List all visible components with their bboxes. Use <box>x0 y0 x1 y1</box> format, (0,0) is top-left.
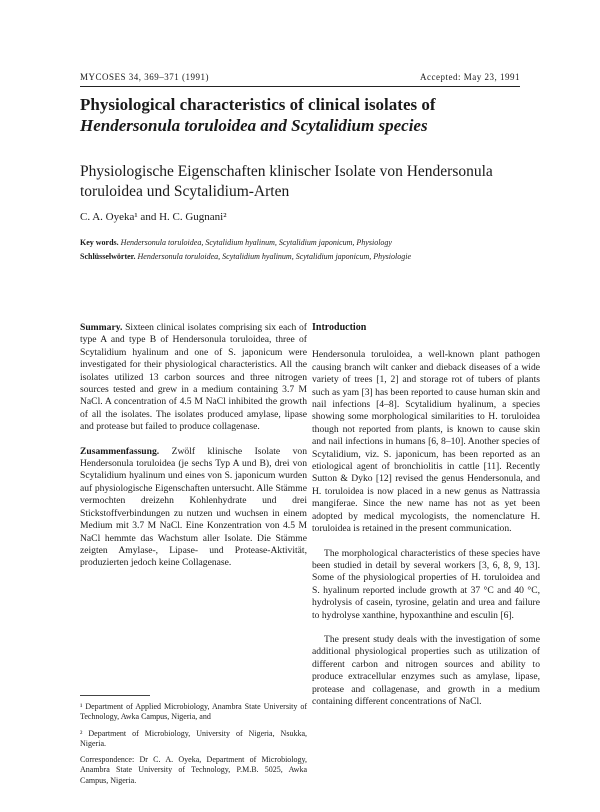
keywords-de-text: Hendersonula toruloidea, Scytalidium hyalinum, Scytalidium japonicum, Physiologie <box>137 252 411 261</box>
keywords-de-label: Schlüsselwörter. <box>80 252 136 261</box>
zusammenfassung-paragraph <box>80 446 307 570</box>
footnote-rule <box>80 695 150 696</box>
keywords-de <box>80 250 540 264</box>
left-column <box>80 322 307 582</box>
introduction-paragraph-3: The present study deals with the investigation of some additional physiological properties such as utilization of different carbon and nitrogen sources and ability to produce extracellular enzymes such as amylase, lipase, protease and collagenase, and growth in a medium containing different concentrations of NaCl. <box>312 633 540 707</box>
footnotes <box>80 702 307 792</box>
article-title-english <box>80 94 540 136</box>
affiliation-2: ² Department of Microbiology, University of Nigeria, Nsukka, Nigeria. <box>80 728 307 748</box>
summary-paragraph <box>80 322 307 434</box>
zusammenfassung-text: Zwölf klinische Isolate von Hendersonula toruloidea (je sechs Typ A und B), drei von Scytalidium hyalinum und eines von S. japonicum wurden auf physiologische Eigenschaften untersucht. Alle Stämme vermochten dreizehn Kohlenhydrate und drei Stickstoffverbindungen zu nutzen und wuchsen in einem Medium mit 3.7 M NaCl. Eine Konzentration von 4.5 M NaCl hemmte das Wachstum aller Isolate. Die Stämme zeigten Amylase-, Lipase- und Protease-Aktivität, produzierten jedoch keine Collagenase. <box>80 445 307 569</box>
introduction-paragraph-1: Hendersonula toruloidea, a well-known plant pathogen causing branch wilt canker and dieback diseases of a wide variety of trees [1, 2] and storage rot of tubers of plants such as yam [3] has been reported to cause human skin and nail infections [4–8]. Scytalidium hyalinum, a species showing some morphological similarities to H. toruloidea though not reported from plants, is known to cause skin and nail infections in humans [6, 8–10]. Another species of Scytalidium, viz. S. japonicum, has been reported as an etiological agent of bronchiolitis in cattle [11]. Recently Sutton & Dyko [12] revised the genus Hendersonula, and H. toruloidea is now placed in a new genus as Nattrassia mangiferae. Since the new name has not as yet been adopted by medical mycologists, the nomenclature H. toruloidea is retained in the present communication. <box>312 349 540 535</box>
correspondence: Correspondence: Dr C. A. Oyeka, Department of Microbiology, Anambra State University of Technology, P.M.B. 5025, Awka Campus, Nigeria. <box>80 755 307 785</box>
title-en-line-1: Physiological characteristics of clinical isolates of <box>80 95 436 114</box>
keywords-block <box>80 236 540 264</box>
title-de-line-1: Physiologische Eigenschaften klinischer Isolate von Hendersonula <box>80 163 493 180</box>
keywords-en-text: Hendersonula toruloidea, Scytalidium hyalinum, Scytalidium japonicum, Physiology <box>120 238 392 247</box>
authors: C. A. Oyeka¹ and H. C. Gugnani² <box>80 211 227 223</box>
zusammenfassung-heading: Zusammenfassung. <box>80 445 160 457</box>
journal-name: MYCOSES <box>80 72 127 82</box>
title-de-line-2: toruloidea und Scytalidium-Arten <box>80 183 290 200</box>
introduction-heading: Introduction <box>312 322 367 333</box>
article-title-german <box>80 162 540 202</box>
affiliation-1: ¹ Department of Applied Microbiology, Anambra State University of Technology, Awka Campus, Nigeria, and <box>80 702 307 722</box>
summary-text: Sixteen clinical isolates comprising six each of type A and type B of Hendersonula toruloidea, three of Scytalidium hyalinum and one of S. japonicum were investigated for their physiological characteristics. All the isolates utilized 13 carbon sources and three nitrogen sources tested and grew in a medium containing 3.7 M NaCl. A concentration of 4.5 M NaCl inhibited the growth of all the isolates. The isolates produced amylase, lipase and protease but failed to produce collagenase. <box>80 322 307 433</box>
journal-citation <box>80 72 209 82</box>
keywords-en <box>80 236 540 250</box>
right-column <box>312 322 540 720</box>
title-en-line-2: Hendersonula toruloidea and Scytalidium species <box>80 116 428 135</box>
accepted-date: Accepted: May 23, 1991 <box>420 72 520 82</box>
introduction-paragraph-2: The morphological characteristics of these species have been studied in detail by several workers [3, 6, 8, 9, 13]. Some of the physiological properties of H. toruloidea and S. hyalinum reported include growth at 37 °C and 40 °C, hydrolysis of casein, tyrosine, gelatin and urea and failure to hydrolyse xanthine, hypoxanthine and esculin [6]. <box>312 547 540 621</box>
keywords-en-label: Key words. <box>80 238 119 247</box>
summary-heading: Summary. <box>80 322 123 333</box>
journal-volume-pages: 34, 369–371 (1991) <box>128 72 210 82</box>
header-rule <box>80 86 520 87</box>
